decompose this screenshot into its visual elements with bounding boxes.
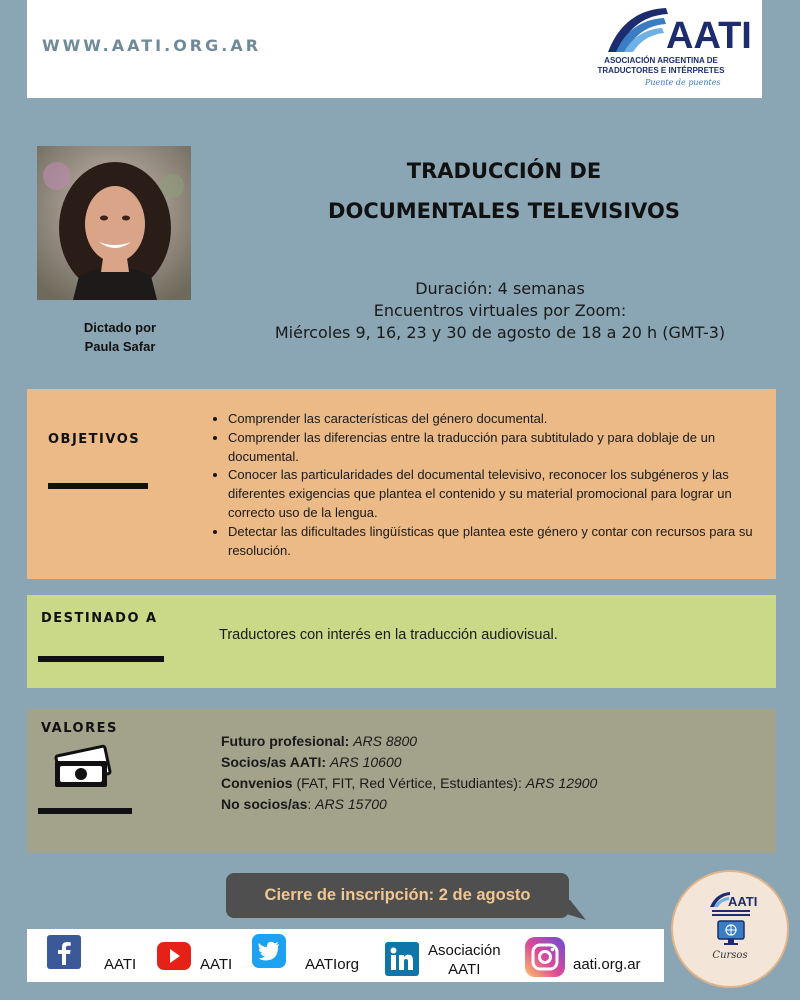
course-title <box>210 151 798 231</box>
logo-wordmark: AATI <box>666 15 752 57</box>
linkedin-handle[interactable] <box>428 941 501 979</box>
price-row: Convenios (FAT, FIT, Red Vértice, Estudiantes): ARS 12900 <box>221 775 598 791</box>
logo-org-name <box>583 56 739 76</box>
instagram-icon[interactable] <box>525 937 565 977</box>
course-schedule: Miércoles 9, 16, 23 y 30 de agosto de 18 a 20 h (GMT-3) <box>274 323 726 342</box>
valores-heading: VALORES <box>41 721 118 736</box>
money-icon <box>52 749 112 791</box>
badge-label: Cursos <box>712 950 748 961</box>
course-meta <box>230 278 770 344</box>
org-line-1: ASOCIACIÓN ARGENTINA DE <box>604 56 718 65</box>
logo-tagline: Puente de puentes <box>645 78 721 87</box>
twitter-icon[interactable] <box>252 934 286 968</box>
facebook-icon[interactable] <box>47 935 81 969</box>
objetivos-heading: OBJETIVOS <box>48 432 141 447</box>
linkedin-line-1: Asociación <box>428 942 501 959</box>
linkedin-icon[interactable] <box>385 942 419 976</box>
destinado-divider <box>38 656 164 662</box>
destinado-heading: DESTINADO A <box>41 611 158 626</box>
objetivo-item: • Conocer las particularidades del documental televisivo, reconocer los subgéneros y las diferentes exigencias que plantea el contenido y su material promocional para lograr un correcto uso de la lengua. <box>228 466 768 522</box>
objetivo-item: • Comprender las diferencias entre la traducción para subtitulado y para doblaje de un documental. <box>228 429 768 467</box>
objetivo-item: • Detectar las dificultades lingüísticas que plantea este género y contar con recursos para su resolución. <box>228 523 768 561</box>
objetivos-list <box>210 410 768 560</box>
youtube-icon[interactable] <box>157 939 191 973</box>
org-line-2: TRADUCTORES E INTÉRPRETES <box>597 66 725 75</box>
valores-divider <box>38 808 132 814</box>
title-line-2: DOCUMENTALES TELEVISIVOS <box>328 199 680 223</box>
course-format: Encuentros virtuales por Zoom: <box>373 301 627 320</box>
objetivo-item: • Comprender las características del género documental. <box>228 410 768 429</box>
price-list <box>221 731 597 815</box>
price-row: Futuro profesional: ARS 8800 <box>221 733 418 749</box>
twitter-handle[interactable]: AATIorg <box>305 956 359 973</box>
instructor-name: Paula Safar <box>84 339 156 354</box>
course-duration: Duración: 4 semanas <box>415 279 585 298</box>
price-row: Socios/as AATI: ARS 10600 <box>221 754 402 770</box>
price-row: No socios/as: ARS 15700 <box>221 796 387 812</box>
instructor-photo <box>37 146 191 300</box>
deadline-text: Cierre de inscripción: 2 de agosto <box>264 886 531 904</box>
linkedin-line-2: AATI <box>448 961 481 978</box>
facebook-handle[interactable]: AATI <box>104 956 137 973</box>
youtube-handle[interactable]: AATI <box>200 956 233 973</box>
monitor-icon <box>717 920 745 946</box>
site-url[interactable]: WWW.AATI.ORG.AR <box>42 36 262 55</box>
svg-text:AATI: AATI <box>728 894 758 909</box>
destinado-text: Traductores con interés en la traducción audiovisual. <box>219 627 558 643</box>
instructor-label: Dictado por <box>83 320 157 335</box>
instagram-handle[interactable]: aati.org.ar <box>573 956 641 973</box>
objetivos-divider <box>48 483 148 489</box>
instructor-credit <box>50 318 190 356</box>
title-line-1: TRADUCCIÓN DE <box>406 159 602 183</box>
badge-logo <box>704 889 756 919</box>
